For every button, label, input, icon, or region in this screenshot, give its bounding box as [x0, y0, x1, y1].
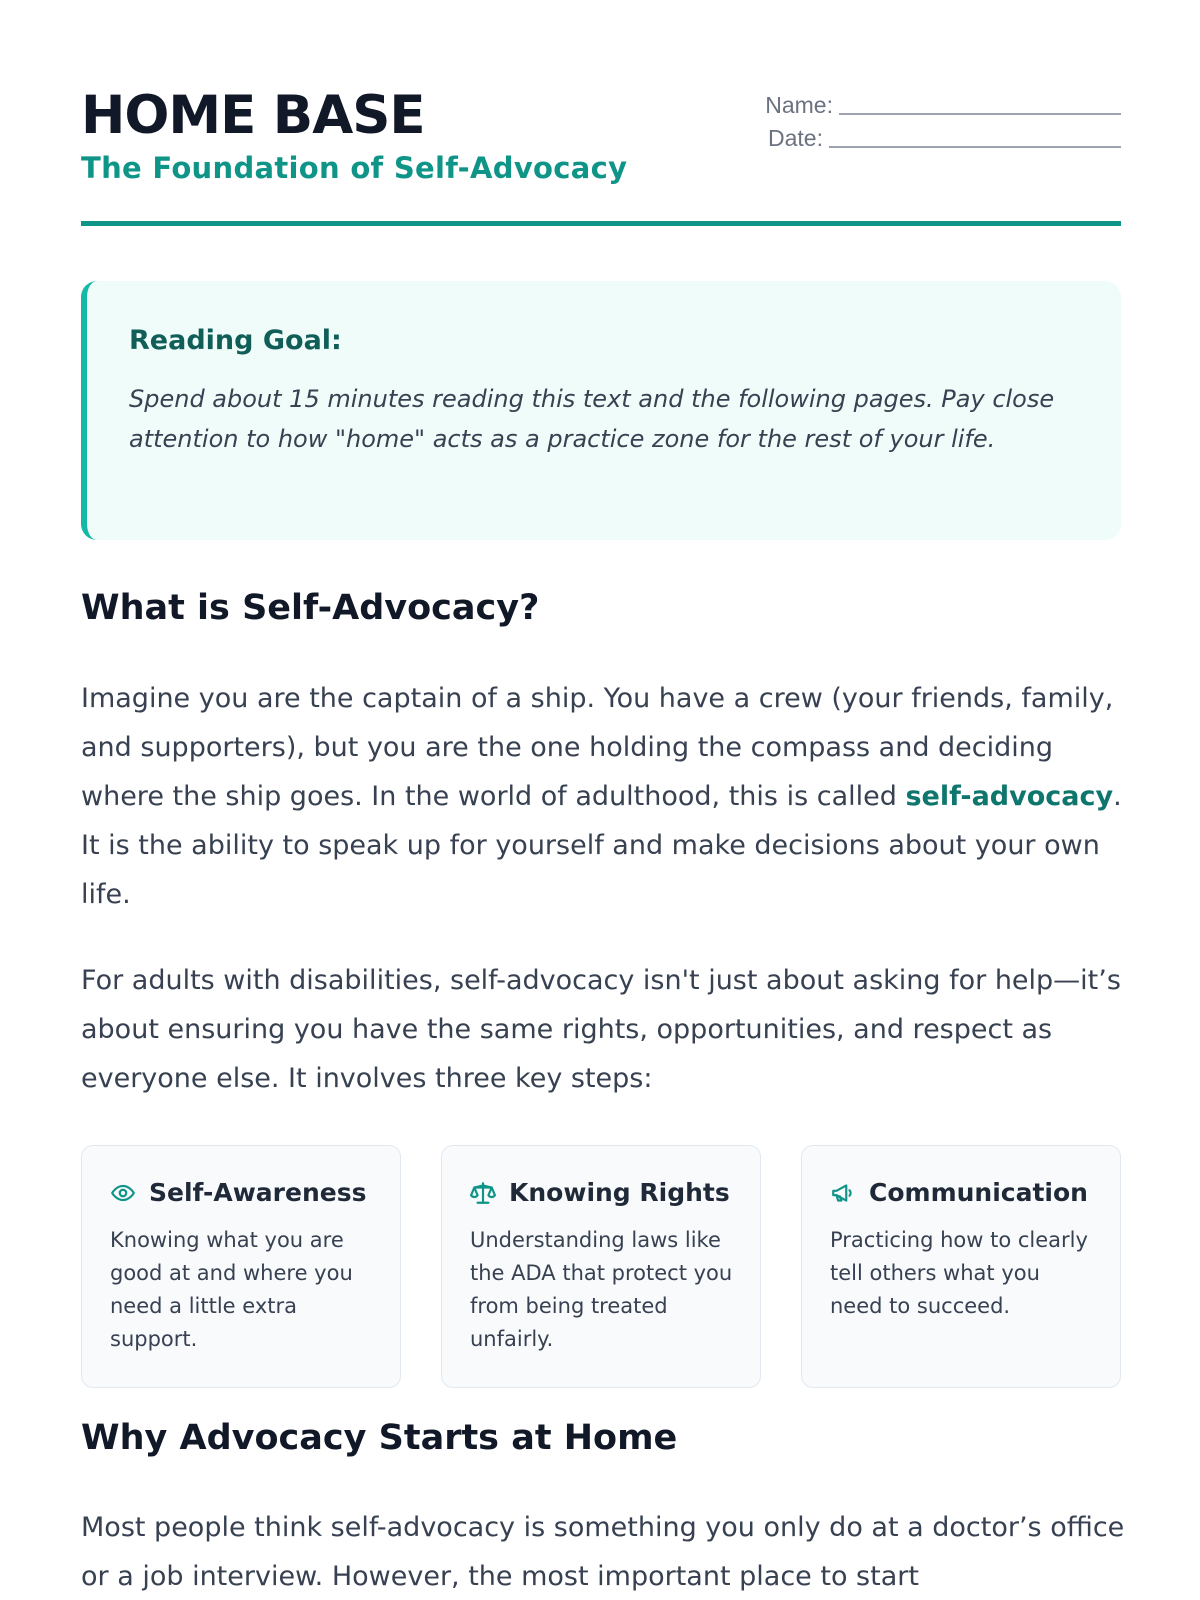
card-title: Knowing Rights	[509, 1178, 730, 1207]
header	[81, 86, 1121, 226]
reading-goal-title: Reading Goal:	[129, 325, 342, 356]
name-field	[751, 86, 1121, 119]
date-blank-line	[829, 126, 1121, 148]
name-date-fields	[751, 86, 1121, 152]
page-title: HOME BASE	[81, 85, 425, 146]
card-body: Knowing what you are good at and where you need a little extra support.	[110, 1228, 353, 1351]
reading-goal-callout	[81, 281, 1121, 540]
card-body: Practicing how to clearly tell others what you need to succeed.	[830, 1228, 1088, 1318]
section-heading-what-is-self-advocacy: What is Self-Advocacy?	[81, 588, 540, 628]
eye-icon	[110, 1180, 136, 1206]
scale-icon	[470, 1180, 496, 1206]
card-body: Understanding laws like the ADA that protect you from being treated unfairly.	[470, 1228, 733, 1351]
paragraph-intro-text-1: Imagine you are the captain of a ship. You have a crew (your friends, family, and supporters), but you are the one holding the compass and deciding where the ship goes. In the world of adulthood, this is called	[81, 683, 1114, 812]
name-blank-line	[839, 93, 1121, 115]
card-communication	[801, 1145, 1121, 1388]
card-knowing-rights	[441, 1145, 761, 1388]
highlight-term-self-advocacy: self-advocacy	[905, 781, 1114, 812]
name-label: Name:	[765, 92, 833, 118]
reading-goal-text: Spend about 15 minutes reading this text and the following pages. Pay close attention to how "home" acts as a practice zone for the rest of your life.	[129, 385, 1055, 453]
paragraph-three-steps: For adults with disabilities, self-advocacy isn't just about asking for help—it’s about ensuring you have the same rights, opportunities, and respect as everyone else. It involves three key steps:	[81, 965, 1121, 1094]
megaphone-icon	[830, 1180, 856, 1206]
paragraph-home: Most people think self-advocacy is something you only do at a doctor’s office or a job interview. However, the most important place to start	[81, 1512, 1125, 1592]
key-steps-cards	[81, 1145, 1121, 1388]
card-self-awareness	[81, 1145, 401, 1388]
section-heading-why-advocacy-starts-at-home: Why Advocacy Starts at Home	[81, 1418, 678, 1458]
page-subtitle: The Foundation of Self-Advocacy	[81, 151, 628, 185]
card-title: Communication	[869, 1178, 1088, 1207]
paragraph-intro-text-2: . It is the ability to speak up for yourself and make decisions about your own life.	[81, 781, 1122, 910]
card-title: Self-Awareness	[149, 1178, 367, 1207]
header-divider	[81, 221, 1121, 226]
paragraph-intro	[81, 674, 1126, 919]
date-field	[751, 119, 1121, 152]
date-label: Date:	[768, 125, 823, 151]
